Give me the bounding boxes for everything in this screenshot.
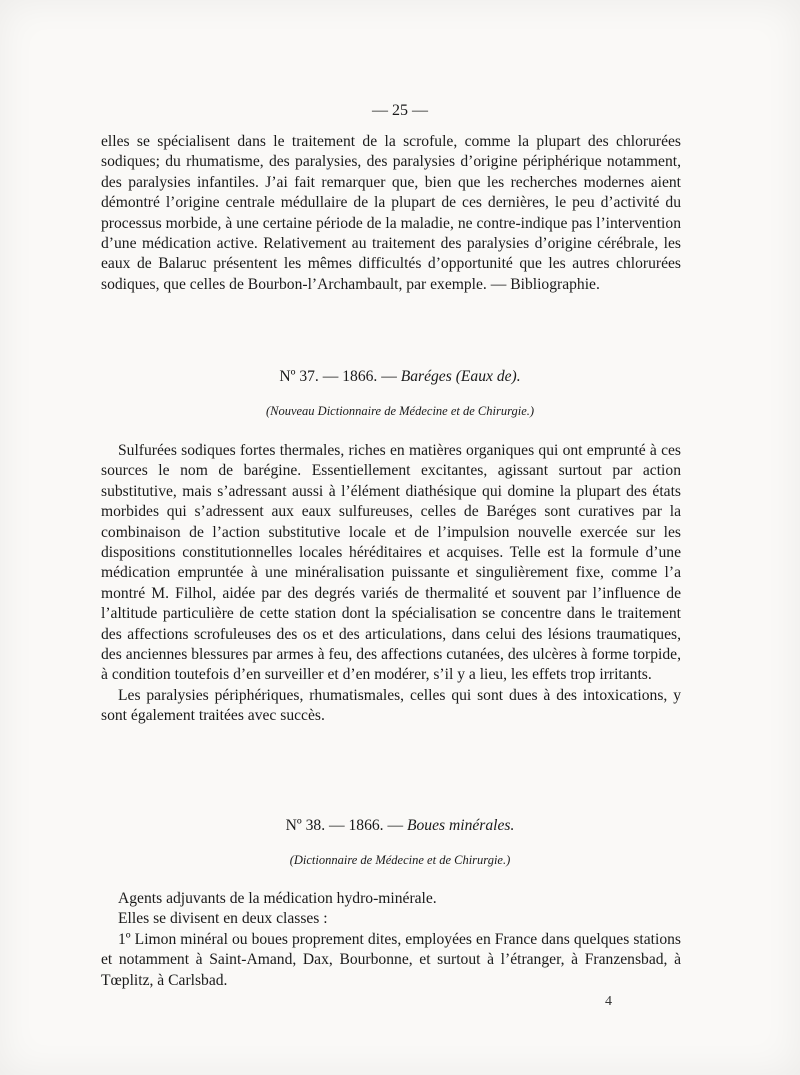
entry-38-heading: [0, 817, 800, 835]
entry-38-paragraph-3: 1º Limon minéral ou boues proprement dites, employées en France dans quelques stations et notamment à Saint-Amand, Dax, Bourbonne, et surtout à l’étranger, à Franzensbad, à Tœplitz, à Carlsbad.: [101, 930, 681, 989]
entry-38-body: [101, 889, 681, 991]
entry-37-prefix: Nº 37. — 1866. —: [279, 368, 401, 385]
intro-paragraph-block: [101, 132, 681, 295]
entry-37-heading: [0, 368, 800, 386]
entry-38-paragraph-1: Agents adjuvants de la médication hydro-minérale.: [118, 890, 437, 907]
signature-mark: 4: [605, 994, 612, 1009]
intro-paragraph: elles se spécialisent dans le traitement de la scrofule, comme la plupart des chlorurées sodiques; du rhumatisme, des paralysies, des paralysies d’origine périphérique notamment, des paralysies infantiles. J’ai fait remarquer que, bien que les recherches modernes aient démontré l’origine centrale médullaire de la plupart de ces dernières, le peu d’activité du processus morbide, à une certaine période de la maladie, ne contre-indique pas l’intervention d’une médication active. Relativement au traitement des paralysies d’origine cérébrale, les eaux de Balaruc présentent les mêmes difficultés d’opportunité que les autres chlorurées sodiques, que celles de Bourbon-l’Archambault, par exemple. — Bibliographie.: [101, 133, 681, 293]
entry-38-title: Boues minérales.: [406, 817, 515, 834]
entry-38-paragraph-2: Elles se divisent en deux classes :: [118, 910, 328, 928]
page-number: — 25 —: [372, 102, 428, 119]
entry-37-body: [101, 441, 681, 727]
entry-38-prefix: Nº 38. — 1866. —: [285, 817, 407, 834]
entry-37-paragraph-1: Sulfurées sodiques fortes thermales, riches en matières organiques qui ont emprunté à ces sources le nom de barégine. Essentiellement excitantes, agissant surtout par action substitutive, mais s’adressant aussi à l’élément diathésique qui domine la plupart des états morbides qui s’adressent aux eaux sulfureuses, celles de Baréges sont curatives par la combinaison de l’action substitutive locale et de l’impulsion nouvelle exercée sur les dispositions constitutionnelles locales héréditaires et acquises. Telle est la formule d’une médication empruntée à une minéralisation puissante et singulièrement fixe, comme l’a montré M. Filhol, aidée par des degrés variés de thermalité et souvent par l’influence de l’altitude particulière de cette station dont la spécialisation se concentre dans le traitement des affections scrofuleuses des os et des articulations, dans celui des lésions traumatiques, des anciennes blessures par armes à feu, des affections cutanées, des ulcères à forme torpide, à condition toutefois d’en surveiller et d’en modérer, s’il y a lieu, les effets trop irritants.: [101, 442, 681, 684]
entry-37-paragraph-2: Les paralysies périphériques, rhumatismales, celles qui sont dues à des intoxications, y sont également traitées avec succès.: [101, 686, 681, 725]
entry-37-title: Baréges (Eaux de).: [400, 368, 521, 385]
entry-37-source: (Nouveau Dictionnaire de Médecine et de Chirurgie.): [265, 404, 535, 418]
entry-38-source: (Dictionnaire de Médecine et de Chirurgie.): [289, 853, 511, 867]
